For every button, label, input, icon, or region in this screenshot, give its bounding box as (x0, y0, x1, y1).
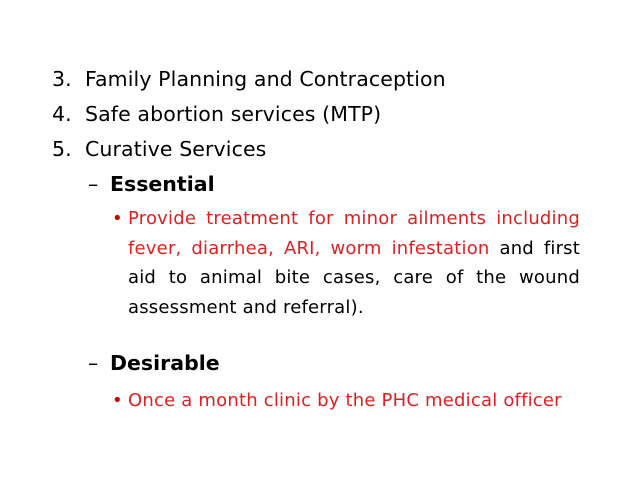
list-item-5 (52, 132, 446, 167)
item-number: 5. (52, 137, 72, 161)
essential-text-black: and first aid to animal bite cases, care of the wound assessment and referral). (128, 237, 581, 318)
desirable-bullet (112, 386, 580, 416)
item-number: 4. (52, 102, 72, 126)
essential-bullet-text (128, 204, 580, 322)
list-item-4 (52, 97, 446, 132)
desirable-bullet-text (128, 386, 580, 416)
desirable-heading (88, 351, 220, 375)
item-text: Family Planning and Contraception (85, 67, 446, 91)
essential-text-red: Provide treatment for minor ailments including fever, diarrhea, ARI, worm infestation (128, 208, 580, 259)
bullet-icon: • (112, 208, 123, 229)
list-item-3 (52, 62, 446, 97)
item-number: 3. (52, 67, 72, 91)
numbered-list (52, 62, 446, 167)
desirable-label: Desirable (110, 351, 220, 375)
essential-label: Essential (110, 172, 215, 196)
essential-heading (88, 172, 215, 196)
dash-marker: – (88, 351, 99, 375)
item-text: Safe abortion services (MTP) (85, 102, 382, 126)
dash-marker: – (88, 172, 99, 196)
desirable-text-red: Once a month clinic by the PHC medical officer (128, 390, 562, 411)
essential-bullet (112, 204, 580, 322)
item-text: Curative Services (85, 137, 267, 161)
bullet-icon: • (112, 390, 123, 411)
